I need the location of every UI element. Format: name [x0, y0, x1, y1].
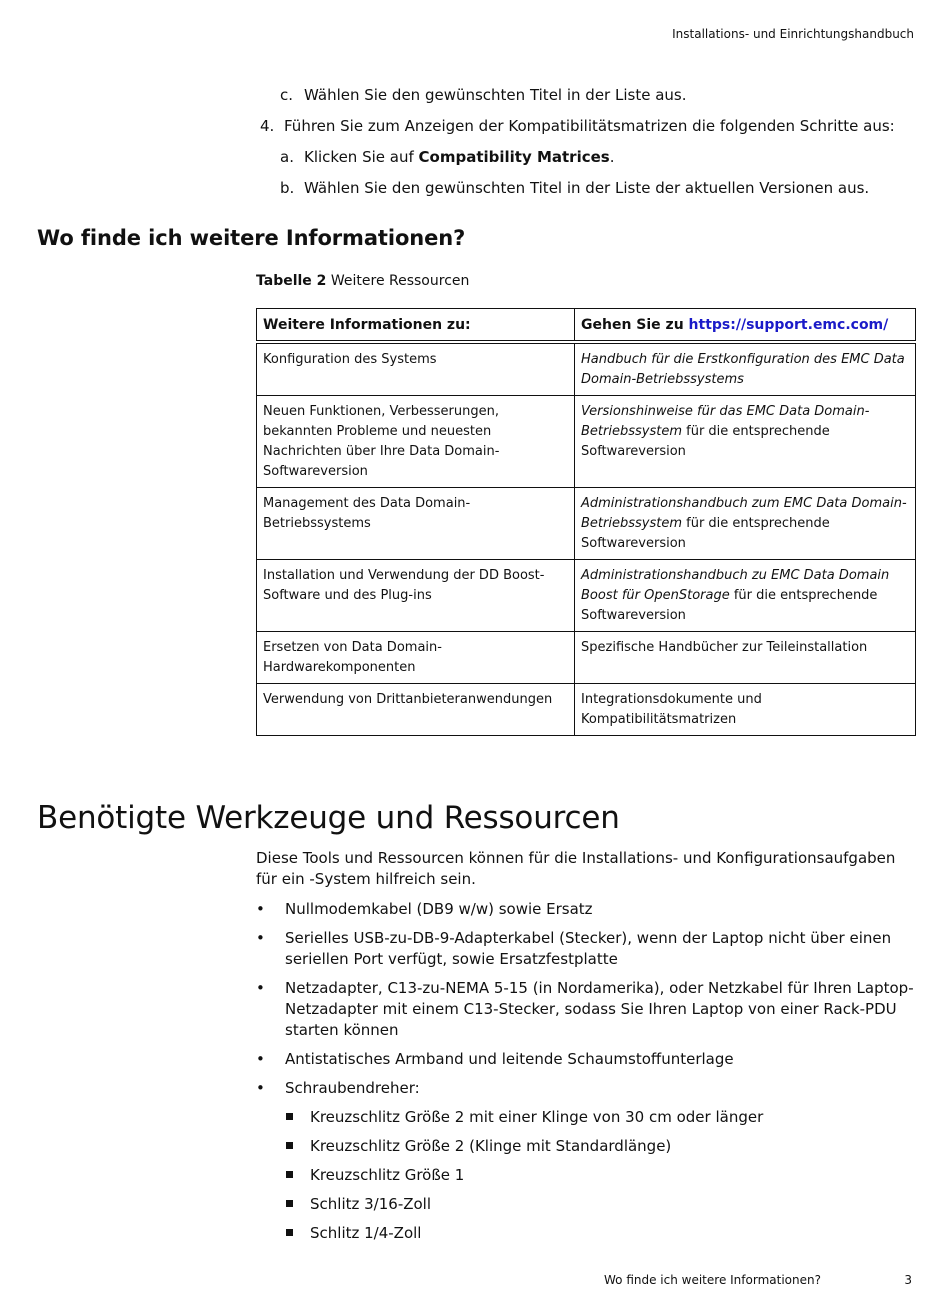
tools-intro: Diese Tools und Ressourcen können für die Installations- und Konfigurationsaufgaben für ein -System hilfreich sein.: [256, 849, 896, 888]
step-text: Führen Sie zum Anzeigen der Kompatibilitätsmatrizen die folgenden Schritte aus:: [284, 117, 895, 135]
sub-list-item-text: Schlitz 1/4-Zoll: [310, 1224, 422, 1242]
page-number: 3: [904, 1273, 912, 1287]
list-item-text: Nullmodemkabel (DB9 w/w) sowie Ersatz: [285, 900, 593, 918]
bullet-icon: •: [256, 1050, 265, 1068]
resource-cell: [575, 684, 916, 736]
list-item-text: Netzadapter, C13-zu-NEMA 5-15 (in Nordamerika), oder Netzkabel für Ihren Laptop-Netzadapter mit einem C13-Stecker, sodass Sie Ihren Laptop von einer Rack-PDU starten können: [285, 979, 914, 1039]
list-item-text: Serielles USB-zu-DB-9-Adapterkabel (Stecker), wenn der Laptop nicht über einen seriellen Port verfügt, sowie Ersatzfestplatte: [285, 929, 892, 968]
resource-note: für die entsprechende Softwareversion: [581, 588, 878, 623]
topic-cell: Neuen Funktionen, Verbesserungen, bekannten Probleme und neuesten Nachrichten über Ihre Data Domain-Softwareversion: [257, 396, 575, 488]
resource-note: Integrationsdokumente und Kompatibilitätsmatrizen: [581, 692, 762, 727]
table-row: [257, 684, 916, 736]
procedure-steps: [256, 85, 906, 209]
topic-cell: Ersetzen von Data Domain-Hardwarekomponenten: [257, 632, 575, 684]
resource-cell: [575, 632, 916, 684]
topic-cell: Verwendung von Drittanbieteranwendungen: [257, 684, 575, 736]
table-row: [257, 632, 916, 684]
resource-title: Handbuch für die Erstkonfiguration des EMC Data Domain-Betriebssystems: [581, 352, 905, 387]
table-row: [257, 396, 916, 488]
ui-term-compatibility-matrices: Compatibility Matrices: [418, 148, 610, 166]
resources-table: [256, 308, 916, 736]
table-row: [257, 488, 916, 560]
sub-list-item-text: Schlitz 3/16-Zoll: [310, 1195, 432, 1213]
topic-cell: Installation und Verwendung der DD Boost-Software und des Plug-ins: [257, 560, 575, 632]
tools-list: [256, 899, 916, 1252]
bullet-icon: •: [256, 979, 265, 997]
square-bullet-icon: [286, 1229, 293, 1236]
resource-cell: [575, 560, 916, 632]
sub-list-item: [285, 1194, 916, 1215]
resource-cell: [575, 396, 916, 488]
step-text: [304, 147, 906, 167]
resource-title: Administrationshandbuch zu EMC Data Domain Boost für OpenStorage: [581, 568, 890, 603]
list-item: [256, 1049, 916, 1070]
table-caption: [256, 272, 469, 290]
resource-title: Versionshinweise für das EMC Data Domain-Betriebssystem: [581, 404, 870, 439]
sub-list-item: [285, 1107, 916, 1128]
list-item: [256, 928, 916, 970]
step-text: Wählen Sie den gewünschten Titel in der Liste aus.: [304, 86, 687, 104]
bullet-icon: •: [256, 900, 265, 918]
resource-cell: [575, 488, 916, 560]
step-c: [256, 85, 906, 105]
table-row: [257, 560, 916, 632]
sub-list-item: [285, 1165, 916, 1186]
step-marker: a.: [280, 148, 294, 166]
resource-note: für die entsprechende Softwareversion: [581, 516, 830, 551]
list-item: [256, 1078, 916, 1244]
resource-note: für die entsprechende Softwareversion: [581, 424, 830, 459]
table-caption-text: Weitere Ressourcen: [326, 273, 470, 289]
resource-cell: [575, 342, 916, 396]
square-bullet-icon: [286, 1200, 293, 1207]
step-4: [256, 116, 906, 136]
resource-title: Administrationshandbuch zum EMC Data Domain-Betriebssystem: [581, 496, 907, 531]
column-header-resource: [575, 309, 916, 343]
step-marker: 4.: [260, 117, 275, 135]
column-header-topic: Weitere Informationen zu:: [257, 309, 575, 343]
square-bullet-icon: [286, 1171, 293, 1178]
table-caption-label: Tabelle 2: [256, 273, 327, 289]
step-marker: b.: [280, 179, 295, 197]
running-footer: Wo finde ich weitere Informationen?: [604, 1273, 821, 1287]
step-b: [256, 178, 906, 198]
sub-list-item-text: Kreuzschlitz Größe 2 mit einer Klinge von 30 cm oder länger: [310, 1108, 764, 1126]
list-item-text: Schraubendreher:: [285, 1079, 420, 1097]
sub-list-item-text: Kreuzschlitz Größe 1: [310, 1166, 465, 1184]
table-row: [257, 342, 916, 396]
resource-note: Spezifische Handbücher zur Teileinstallation: [581, 640, 868, 655]
topic-cell: Management des Data Domain-Betriebssystems: [257, 488, 575, 560]
support-link[interactable]: https://support.emc.com/: [688, 317, 889, 333]
resources-table-wrapper: [256, 308, 915, 736]
sub-list-item: [285, 1136, 916, 1157]
step-text: Wählen Sie den gewünschten Titel in der Liste der aktuellen Versionen aus.: [304, 179, 870, 197]
table-header-row: [257, 309, 916, 343]
square-bullet-icon: [286, 1113, 293, 1120]
step-text-after: .: [609, 148, 615, 166]
list-item: [256, 899, 916, 920]
step-marker: c.: [280, 86, 294, 104]
step-text-before: Klicken Sie auf: [304, 148, 419, 166]
bullet-icon: •: [256, 929, 265, 947]
square-bullet-icon: [286, 1142, 293, 1149]
section-heading-more-info: Wo finde ich weitere Informationen?: [37, 226, 466, 250]
running-header: Installations- und Einrichtungshandbuch: [672, 27, 914, 41]
bullet-icon: •: [256, 1079, 265, 1097]
topic-cell: Konfiguration des Systems: [257, 342, 575, 396]
step-a: [256, 147, 906, 167]
sub-list-item: [285, 1223, 916, 1244]
section-heading-tools: Benötigte Werkzeuge und Ressourcen: [37, 800, 620, 836]
column-header-prefix: Gehen Sie zu: [581, 317, 689, 333]
list-item: [256, 978, 916, 1041]
sub-list-item-text: Kreuzschlitz Größe 2 (Klinge mit Standardlänge): [310, 1137, 672, 1155]
list-item-text: Antistatisches Armband und leitende Schaumstoffunterlage: [285, 1050, 734, 1068]
screwdriver-list: [285, 1107, 916, 1244]
